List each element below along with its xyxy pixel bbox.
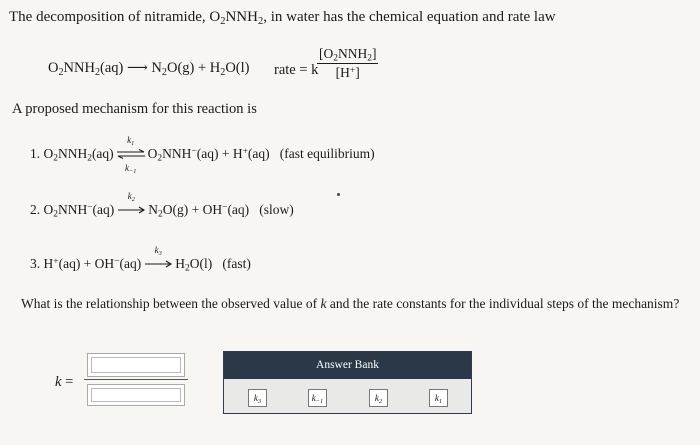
equilibrium-arrow <box>116 134 146 175</box>
mechanism-step-2: 2. $O_2NNH^-(aq)$ $k_2$ $N_2O(g) + OH^-(aq)$ (slow) <box>30 190 294 220</box>
rate-constant-k2: $k_2$ <box>127 190 135 203</box>
answer-fraction-bar <box>84 379 188 380</box>
rate-law-fraction <box>317 46 378 81</box>
mechanism-intro: A proposed mechanism for this reaction is <box>12 101 257 117</box>
forward-arrow <box>143 244 173 272</box>
chip-k3[interactable]: $k_3$ <box>248 389 267 407</box>
answer-k-label: k = <box>55 374 74 390</box>
answer-bank <box>223 351 472 414</box>
rate-constant-k1: $k_1$ <box>127 134 135 147</box>
rate-constant-k3: $k_3$ <box>154 244 162 257</box>
answer-bank-title: Answer Bank <box>224 352 471 379</box>
mechanism-step-3: 3. H+(aq) + OH−(aq) $k_3$ $H_2O(l)$ (fast) <box>30 244 251 274</box>
stray-dot <box>337 193 340 196</box>
forward-arrow <box>116 190 146 218</box>
mechanism-step-1: 1. $O_2NNH_2(aq)$ $k_1$ $k_{-1}$ $O_2NNH^-(aq) + H^+(aq)$ (fast equilibrium) <box>30 134 375 175</box>
rate-law-label: rate = k <box>274 62 319 78</box>
chip-k1[interactable]: $k_1$ <box>429 389 448 407</box>
chip-k2[interactable]: $k_2$ <box>369 389 388 407</box>
overall-equation: $O_2NNH_2(aq)$ ⟶ $N_2O(g) + H_2O(l)$ <box>48 60 250 78</box>
rate-constant-k-minus1: $k_{-1}$ <box>124 162 137 175</box>
denominator-drop-box[interactable] <box>87 384 185 406</box>
intro-text: The decomposition of nitramide, $O_2NNH_2$, in water has the chemical equation and rate law <box>9 9 556 27</box>
numerator-drop-box[interactable] <box>87 353 185 377</box>
chip-k-minus1[interactable]: $k_{-1}$ <box>308 389 327 407</box>
rate-law-denominator: [H+] <box>335 65 360 80</box>
rate-law-numerator: $[O_2NNH_2]$ <box>319 46 377 64</box>
reaction-arrow: ⟶ <box>127 60 148 76</box>
question-text: What is the relationship between the observed value of k and the rate constants for the individual steps of the mechanism? <box>21 296 680 311</box>
